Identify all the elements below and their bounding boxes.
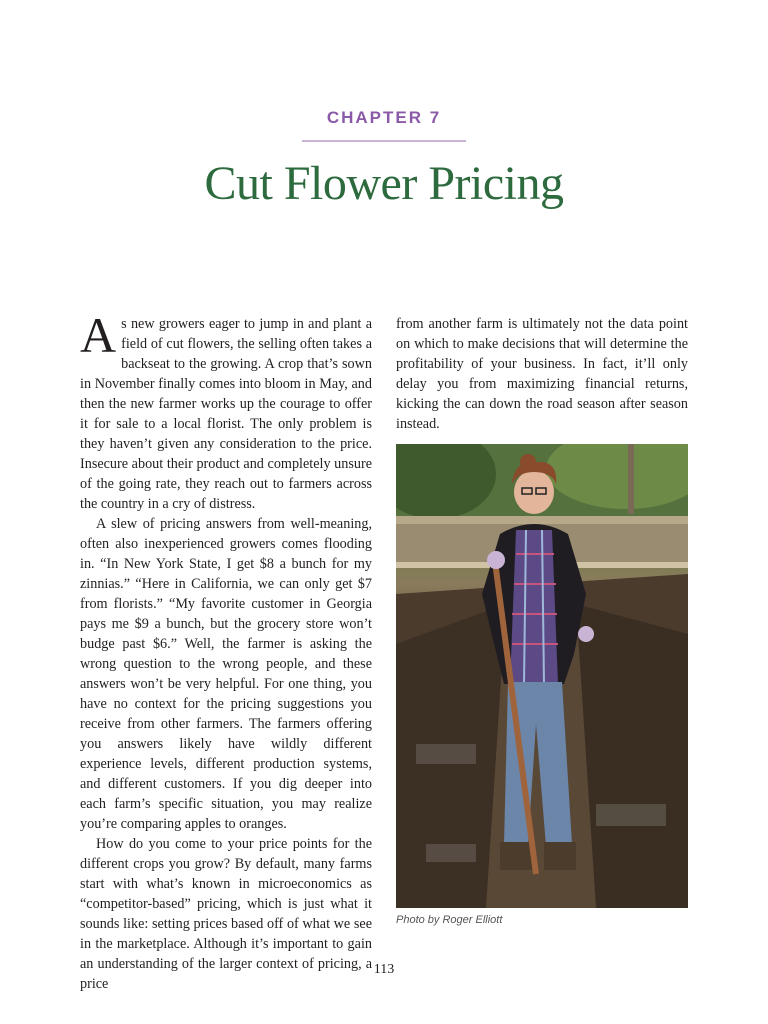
text-column-right [396, 314, 688, 434]
chapter-label: CHAPTER 7 [326, 108, 442, 127]
chapter-title: Cut Flower Pricing [204, 157, 564, 210]
farmer-photo-illustration [396, 444, 688, 908]
paragraph-1 [80, 307, 372, 514]
paragraph-4: from another farm is ultimately not the data point on which to make decisions that will determine the profitability of your business. In fact, it’ll only delay you from maximizing financial returns, kicking the can down the road season after season instead. [396, 316, 688, 432]
chapter-divider [302, 140, 466, 142]
photo-caption: Photo by Roger Elliott [396, 914, 503, 926]
paragraph-2: A slew of pricing answers from well-meaning, often also inexperienced growers comes flooding in. “In New York State, I get $8 a bunch for my zinnias.” “Here in California, we can only get $7 from florists.” “My favorite customer in Georgia pays me $9 a bunch, but the grocery store won’t budge past $6.” Well, the farmer is asking the wrong question to the wrong people, and these answers won’t be very helpful. For one thing, you have no context for the pricing suggestions you receive from other farmers. The farmers offering you answers likely have wildly different experience levels, different production systems, and different customers. If you dig deeper into each farm’s specific situation, you may realize you’re comparing apples to oranges. [80, 516, 372, 832]
drop-cap: A [80, 307, 117, 363]
page-number: 113 [373, 962, 395, 977]
text-column-left [80, 307, 372, 994]
paragraph-1-text: s new growers eager to jump in and plant a field of cut flowers, the selling often takes a backseat to the growing. A crop that’s sown in November finally comes into bloom in May, and then the new farmer works up the courage to offer it for sale to a local florist. The only problem is they haven’t given any consideration to the price. Insecure about their product and completely unsure of the going rate, they reach out to farmers across the country in a cry of distress. [80, 316, 372, 512]
paragraph-3: How do you come to your price points for the different crops you grow? By default, many farms start with what’s known in microeconomics as “competitor-based” pricing, which is just what it sounds like: setting prices based off of what we see in the marketplace. Although it’s important to gain an understanding of the larger context of pricing, a price [80, 836, 372, 992]
farmer-photo [396, 444, 688, 908]
